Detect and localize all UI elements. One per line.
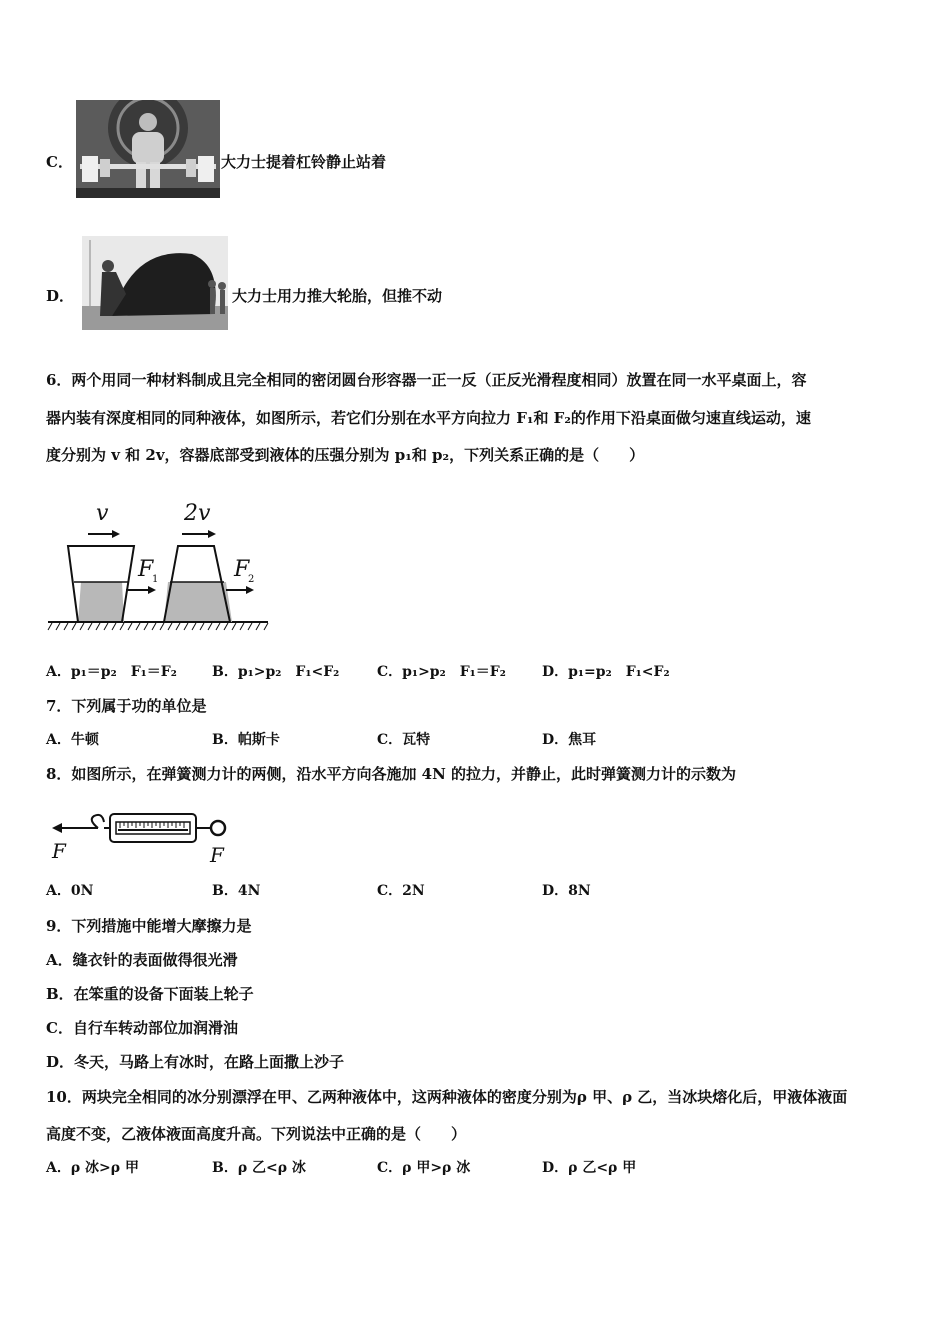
- tire-push-photo: [82, 236, 228, 330]
- q8-option-d: D．8N: [542, 883, 591, 899]
- q8-option-b: B．4N: [212, 883, 261, 899]
- weightlifter-photo: [76, 100, 220, 198]
- q6-stem-line3: 度分别为 v 和 2v，容器底部受到液体的压强分别为 p₁和 p₂，下列关系正确的是（ ）: [46, 446, 645, 464]
- q6-stem-line2: 器内装有深度相同的同种液体，如图所示，若它们分别在水平方向拉力 F₁和 F₂的作用下沿桌面做匀速直线运动，速: [46, 409, 811, 427]
- q6-option-a: A．p₁＝p₂ F₁＝F₂: [46, 664, 177, 680]
- q9-option-c: C．自行车转动部位加润滑油: [46, 1019, 238, 1037]
- q6-figure: [46, 490, 272, 635]
- q10-stem-line2: 高度不变，乙液体液面高度升高。下列说法中正确的是（ ）: [46, 1125, 467, 1143]
- option-d-letter: D．: [46, 287, 75, 305]
- q6-option-b: B．p₁>p₂ F₁<F₂: [212, 664, 340, 680]
- option-c-letter: C．: [46, 153, 73, 171]
- spring-scale-figure: [46, 808, 236, 866]
- q6-stem-line1: 6．两个用同一种材料制成且完全相同的密闭圆台形容器一正一反（正反光滑程度相同）放置在同一水平桌面上，容: [46, 371, 807, 389]
- f2-label: F: [234, 557, 250, 582]
- q7-option-a: A．牛顿: [46, 732, 99, 748]
- left-f-label: F: [52, 839, 66, 863]
- q8-option-c: C．2N: [377, 883, 425, 899]
- q10-stem-line1: 10．两块完全相同的冰分别漂浮在甲、乙两种液体中，这两种液体的密度分别为ρ 甲、ρ 乙，当冰块熔化后，甲液体液面: [46, 1088, 848, 1106]
- q6-option-d: D．p₁=p₂ F₁<F₂: [542, 664, 670, 680]
- right-f-label: F: [210, 843, 224, 866]
- q10-option-d: D．ρ 乙<ρ 甲: [542, 1160, 637, 1176]
- q9-option-d: D．冬天，马路上有冰时，在路上面撒上沙子: [46, 1053, 345, 1071]
- q8-option-a: A．0N: [46, 883, 94, 899]
- option-c-text: 大力士提着杠铃静止站着: [221, 153, 387, 171]
- option-d-text: 大力士用力推大轮胎，但推不动: [232, 287, 443, 305]
- q10-option-a: A．ρ 冰>ρ 甲: [46, 1160, 139, 1176]
- q6-option-c: C．p₁>p₂ F₁＝F₂: [377, 664, 506, 680]
- q9-option-b: B．在笨重的设备下面装上轮子: [46, 985, 254, 1003]
- q7-option-c: C．瓦特: [377, 732, 431, 748]
- f1-subscript: 1: [152, 574, 159, 585]
- q9-stem: 9．下列措施中能增大摩擦力是: [46, 917, 252, 935]
- q7-stem: 7．下列属于功的单位是: [46, 697, 207, 715]
- q9-option-a: A．缝衣针的表面做得很光滑: [46, 951, 238, 969]
- q10-option-c: C．ρ 甲>ρ 冰: [377, 1160, 471, 1176]
- 2v-label: 2v: [184, 501, 211, 526]
- v-label: v: [96, 501, 109, 526]
- q8-stem: 8．如图所示，在弹簧测力计的两侧，沿水平方向各施加 4N 的拉力，并静止，此时弹簧测力计的示数为: [46, 765, 737, 783]
- q10-option-b: B．ρ 乙<ρ 冰: [212, 1160, 306, 1176]
- f1-label: F: [138, 557, 154, 582]
- q7-option-d: D．焦耳: [542, 732, 597, 748]
- f2-subscript: 2: [248, 574, 255, 585]
- q7-option-b: B．帕斯卡: [212, 732, 280, 748]
